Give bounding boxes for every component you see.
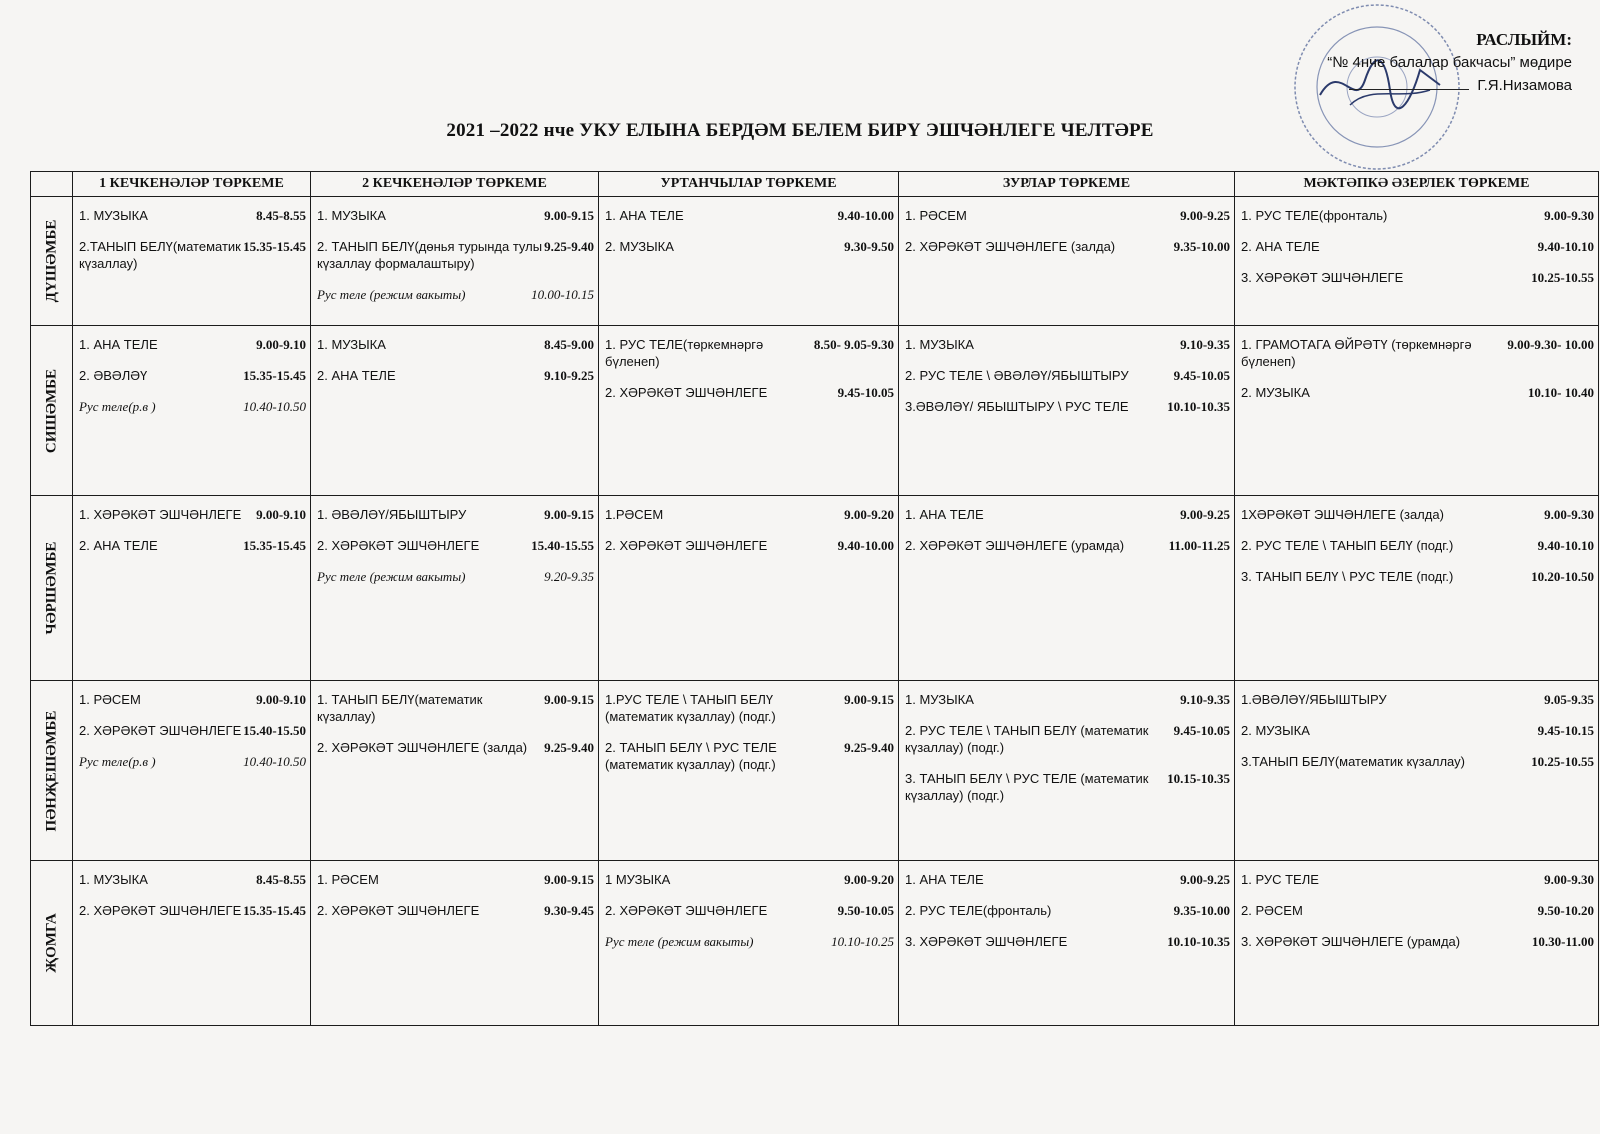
lesson-subject: 2. ХӘРӘКӘТ ЭШЧӘНЛЕГЕ (залда) [905,239,1116,254]
lesson-entry [79,753,306,770]
lesson-subject: 1.РӘСЕМ [605,507,664,522]
schedule-cell [599,326,899,496]
lesson-entry [1241,269,1594,286]
lesson-subject: 1. ГРАМОТАГА ӨЙРӘТҮ (төркемнәргә бүленеп) [1241,337,1472,369]
lesson-entry [605,691,894,725]
lesson-entry [1241,238,1594,255]
approval-name: Г.Я.Низамова [1477,77,1572,94]
lesson-subject: 2. ХӘРӘКӘТ ЭШЧӘНЛЕГЕ (урамда) [905,538,1125,553]
lesson-time: 10.10-10.35 [1167,934,1230,949]
lesson-entry [605,902,894,919]
group-header: УРТАНЧЫЛАР ТӨРКЕМЕ [599,172,899,197]
lesson-subject: 2. АНА ТЕЛЕ [79,538,158,553]
lesson-subject: 2. АНА ТЕЛЕ [1241,239,1320,254]
lesson-time: 9.00-9.25 [1180,872,1230,887]
lesson-time: 9.00-9.20 [844,507,894,522]
day-name: ЧӘРШӘМБЕ [43,541,59,635]
lesson-entry [317,238,594,272]
schedule-table [30,171,1599,1026]
lesson-subject: 1. МУЗЫКА [79,872,148,887]
lesson-time: 9.00-9.10 [256,692,306,707]
lesson-time: 10.30-11.00 [1531,934,1594,949]
lesson-time: 10.10-10.25 [831,934,894,949]
header-row [31,172,1599,197]
lesson-entry [317,506,594,523]
lesson-subject: 3. ТАНЫП БЕЛҮ \ РУС ТЕЛЕ (математик күзаллау) (подг.) [905,771,1149,803]
lesson-time: 9.25-9.40 [544,740,594,755]
lesson-subject: 3. ХӘРӘКӘТ ЭШЧӘНЛЕГЕ (урамда) [1241,934,1461,949]
lesson-entry [605,207,894,224]
lesson-entry [79,506,306,523]
schedule-cell [73,197,311,326]
lesson-time: 8.45-8.55 [256,208,306,223]
lesson-time: 9.35-10.00 [1173,903,1230,918]
lesson-time: 9.45-10.05 [837,385,894,400]
schedule-cell [1235,861,1599,1026]
lesson-time: 9.10-9.35 [1180,692,1230,707]
schedule-cell [1235,496,1599,681]
lesson-time: 15.35-15.45 [243,903,306,918]
lesson-time: 8.50- 9.05-9.30 [813,337,894,352]
day-name: СИШӘМБЕ [43,368,59,453]
schedule-cell [899,197,1235,326]
lesson-subject: Рус теле(р.в ) [79,754,156,769]
lesson-subject: 1. АНА ТЕЛЕ [905,872,984,887]
lesson-entry [317,568,594,585]
lesson-entry [317,336,594,353]
lesson-subject: 1 МУЗЫКА [605,872,671,887]
lesson-subject: 2. ХӘРӘКӘТ ЭШЧӘНЛЕГЕ [317,538,480,553]
lesson-time: 9.00-9.15 [844,692,894,707]
lesson-time: 15.40-15.50 [243,723,306,738]
lesson-subject: 1.ӘВӘЛӘҮ/ЯБЫШТЫРУ [1241,692,1387,707]
lesson-time: 9.40-10.10 [1537,239,1594,254]
lesson-subject: 3. ХӘРӘКӘТ ЭШЧӘНЛЕГЕ [1241,270,1404,285]
lesson-time: 9.00-9.15 [544,507,594,522]
lesson-time: 9.45-10.15 [1537,723,1594,738]
page-title: 2021 –2022 нче УКУ ЕЛЫНА БЕРДӘМ БЕЛЕМ БИРҮ ЭШЧӘНЛЕГЕ ЧЕЛТӘРЕ [446,120,1154,141]
lesson-entry [1241,902,1594,919]
signature-line [1349,89,1469,90]
approval-block [1327,28,1572,97]
lesson-entry [605,933,894,950]
lesson-entry [79,722,306,739]
schedule-cell [1235,681,1599,861]
schedule-cell [599,197,899,326]
lesson-entry [605,739,894,773]
lesson-time: 15.35-15.45 [243,368,306,383]
day-row [31,681,1599,861]
lesson-subject: 3.ӘВӘЛӘҮ/ ЯБЫШТЫРУ \ РУС ТЕЛЕ [905,399,1129,414]
lesson-entry [905,398,1230,415]
lesson-entry [1241,506,1594,523]
lesson-time: 9.00-9.30- 10.00 [1507,337,1594,352]
schedule-body [31,197,1599,1026]
lesson-subject: 2. РУС ТЕЛЕ \ ӘВӘЛӘҮ/ЯБЫШТЫРУ [905,368,1129,383]
lesson-subject: 1. РУС ТЕЛЕ [1241,872,1319,887]
schedule-cell [311,197,599,326]
day-row [31,861,1599,1026]
lesson-entry [905,336,1230,353]
lesson-entry [317,367,594,384]
day-cell [31,681,73,861]
lesson-subject: 1. РУС ТЕЛЕ(төркемнәргә бүленеп) [605,337,764,369]
lesson-subject: 1. ӘВӘЛӘҮ/ЯБЫШТЫРУ [317,507,467,522]
lesson-time: 9.10-9.25 [544,368,594,383]
lesson-time: 15.35-15.45 [243,538,306,553]
lesson-time: 9.00-9.10 [256,337,306,352]
lesson-subject: 1. МУЗЫКА [317,337,386,352]
group-header: ЗУРЛАР ТӨРКЕМЕ [899,172,1235,197]
day-name: ПӘНҖЕШӘМБЕ [43,710,59,831]
lesson-entry [79,902,306,919]
lesson-subject: 2. ХӘРӘКӘТ ЭШЧӘНЛЕГЕ [79,723,242,738]
lesson-entry [605,537,894,554]
lesson-time: 10.00-10.15 [531,287,594,302]
approval-heading: РАСЛЫЙМ: [1476,30,1572,49]
lesson-subject: 1ХӘРӘКӘТ ЭШЧӘНЛЕГЕ (залда) [1241,507,1444,522]
lesson-time: 9.35-10.00 [1173,239,1230,254]
lesson-subject: 2. РӘСЕМ [1241,903,1303,918]
lesson-entry [79,537,306,554]
lesson-entry [1241,753,1594,770]
lesson-entry [317,207,594,224]
lesson-time: 9.00-9.15 [544,872,594,887]
lesson-subject: 2. ӘВӘЛӘҮ [79,368,148,383]
schedule-cell [599,681,899,861]
lesson-subject: 1. МУЗЫКА [905,692,974,707]
lesson-subject: 2. РУС ТЕЛЕ(фронталь) [905,903,1052,918]
lesson-entry [905,238,1230,255]
schedule-cell [73,681,311,861]
lesson-entry [905,770,1230,804]
lesson-entry [79,871,306,888]
lesson-subject: 1. РӘСЕМ [79,692,141,707]
lesson-entry [79,207,306,224]
lesson-time: 10.10- 10.40 [1527,385,1594,400]
lesson-subject: 1. ХӘРӘКӘТ ЭШЧӘНЛЕГЕ [79,507,242,522]
day-row [31,496,1599,681]
schedule-cell [899,496,1235,681]
day-row [31,326,1599,496]
lesson-time: 9.00-9.25 [1180,208,1230,223]
lesson-time: 8.45-8.55 [256,872,306,887]
lesson-time: 9.25-9.40 [544,239,594,254]
lesson-subject: 1. АНА ТЕЛЕ [79,337,158,352]
lesson-entry [905,506,1230,523]
lesson-subject: 2. ХӘРӘКӘТ ЭШЧӘНЛЕГЕ [605,385,768,400]
day-cell [31,496,73,681]
lesson-entry [905,902,1230,919]
lesson-subject: 2. РУС ТЕЛЕ \ ТАНЫП БЕЛҮ (математик күзаллау) (подг.) [905,723,1149,755]
lesson-subject: 1. АНА ТЕЛЕ [905,507,984,522]
lesson-entry [1241,537,1594,554]
lesson-subject: 3. ТАНЫП БЕЛҮ \ РУС ТЕЛЕ (подг.) [1241,569,1454,584]
lesson-subject: 1. АНА ТЕЛЕ [605,208,684,223]
lesson-subject: 1. РӘСЕМ [905,208,967,223]
lesson-time: 9.40-10.10 [1537,538,1594,553]
lesson-time: 9.30-9.50 [844,239,894,254]
lesson-entry [905,722,1230,756]
schedule-cell [899,861,1235,1026]
lesson-subject: 1. РУС ТЕЛЕ(фронталь) [1241,208,1388,223]
lesson-subject: 3. ХӘРӘКӘТ ЭШЧӘНЛЕГЕ [905,934,1068,949]
group-header: МӘКТӘПКӘ ӘЗЕРЛЕК ТӨРКЕМЕ [1235,172,1599,197]
lesson-entry [605,871,894,888]
lesson-subject: 2. МУЗЫКА [605,239,674,254]
lesson-time: 9.00-9.15 [544,692,594,707]
lesson-time: 9.45-10.05 [1173,723,1230,738]
lesson-time: 10.25-10.55 [1531,754,1594,769]
lesson-subject: Рус теле (режим вакыты) [317,287,466,302]
day-cell [31,326,73,496]
lesson-subject: Рус теле (режим вакыты) [605,934,754,949]
lesson-subject: 2. ХӘРӘКӘТ ЭШЧӘНЛЕГЕ [605,538,768,553]
schedule-cell [1235,326,1599,496]
day-name: ДҮШӘМБЕ [43,219,59,303]
lesson-entry [605,336,894,370]
lesson-entry [1241,568,1594,585]
lesson-subject: 2.ТАНЫП БЕЛҮ(математик күзаллау) [79,239,241,271]
lesson-time: 15.40-15.55 [531,538,594,553]
lesson-subject: 2. МУЗЫКА [1241,385,1310,400]
lesson-entry [79,336,306,353]
schedule-cell [73,496,311,681]
lesson-time: 9.50-10.20 [1537,903,1594,918]
schedule-cell [311,496,599,681]
lesson-time: 9.45-10.05 [1173,368,1230,383]
schedule-cell [311,861,599,1026]
lesson-time: 9.10-9.35 [1180,337,1230,352]
lesson-time: 9.20-9.35 [544,569,594,584]
lesson-time: 10.25-10.55 [1531,270,1594,285]
lesson-entry [1241,722,1594,739]
lesson-time: 10.40-10.50 [243,754,306,769]
lesson-subject: 1.РУС ТЕЛЕ \ ТАНЫП БЕЛҮ (математик күзаллау) (подг.) [605,692,776,724]
lesson-subject: 2. МУЗЫКА [1241,723,1310,738]
lesson-entry [1241,384,1594,401]
lesson-subject: 1. МУЗЫКА [317,208,386,223]
lesson-entry [79,367,306,384]
lesson-time: 10.20-10.50 [1531,569,1594,584]
schedule-cell [599,861,899,1026]
lesson-entry [79,691,306,708]
corner-cell [31,172,73,197]
lesson-subject: 1. МУЗЫКА [79,208,148,223]
lesson-subject: 2. ХӘРӘКӘТ ЭШЧӘНЛЕГЕ [605,903,768,918]
lesson-time: 9.40-10.00 [837,208,894,223]
day-cell [31,861,73,1026]
day-cell [31,197,73,326]
lesson-time: 9.40-10.00 [837,538,894,553]
lesson-time: 9.00-9.10 [256,507,306,522]
lesson-entry [317,286,594,303]
lesson-subject: 2. ХӘРӘКӘТ ЭШЧӘНЛЕГЕ [317,903,480,918]
lesson-time: 9.05-9.35 [1544,692,1594,707]
lesson-time: 9.00-9.20 [844,872,894,887]
lesson-time: 11.00-11.25 [1168,538,1230,553]
lesson-subject: Рус теле(р.в ) [79,399,156,414]
lesson-subject: 2. ТАНЫП БЕЛҮ(дөнья турында тулы күзаллау формалаштыру) [317,239,543,271]
lesson-entry [605,506,894,523]
lesson-entry [1241,933,1594,950]
lesson-entry [317,739,594,756]
lesson-time: 9.30-9.45 [544,903,594,918]
lesson-subject: 1. РӘСЕМ [317,872,379,887]
schedule-cell [899,681,1235,861]
lesson-entry [905,933,1230,950]
lesson-subject: 2. ТАНЫП БЕЛҮ \ РУС ТЕЛЕ (математик күзаллау) (подг.) [605,740,777,772]
lesson-subject: 2. АНА ТЕЛЕ [317,368,396,383]
lesson-subject: 1. МУЗЫКА [905,337,974,352]
schedule-cell [1235,197,1599,326]
schedule-cell [599,496,899,681]
lesson-time: 10.10-10.35 [1167,399,1230,414]
group-header: 2 КЕЧКЕНӘЛӘР ТӨРКЕМЕ [311,172,599,197]
lesson-entry [79,398,306,415]
lesson-subject: 2. РУС ТЕЛЕ \ ТАНЫП БЕЛҮ (подг.) [1241,538,1454,553]
lesson-entry [317,871,594,888]
schedule-cell [311,681,599,861]
lesson-entry [905,691,1230,708]
lesson-time: 9.25-9.40 [844,740,894,755]
lesson-subject: 2. ХӘРӘКӘТ ЭШЧӘНЛЕГЕ (залда) [317,740,528,755]
lesson-entry [905,207,1230,224]
lesson-subject: 3.ТАНЫП БЕЛҮ(математик күзаллау) [1241,754,1465,769]
lesson-entry [605,384,894,401]
lesson-entry [317,691,594,725]
lesson-time: 9.00-9.30 [1544,507,1594,522]
approval-position: “№ 4нче балалар бакчасы” мөдире [1327,54,1572,71]
schedule-cell [311,326,599,496]
lesson-time: 10.40-10.50 [243,399,306,414]
schedule-cell [899,326,1235,496]
lesson-time: 9.00-9.30 [1544,208,1594,223]
lesson-entry [905,367,1230,384]
day-row [31,197,1599,326]
lesson-entry [905,871,1230,888]
lesson-time: 9.00-9.30 [1544,872,1594,887]
lesson-entry [79,238,306,272]
lesson-subject: Рус теле (режим вакыты) [317,569,466,584]
lesson-time: 10.15-10.35 [1167,771,1230,786]
lesson-entry [1241,207,1594,224]
lesson-entry [605,238,894,255]
lesson-time: 8.45-9.00 [544,337,594,352]
schedule-cell [73,326,311,496]
lesson-entry [905,537,1230,554]
schedule-cell [73,861,311,1026]
lesson-entry [317,902,594,919]
lesson-time: 15.35-15.45 [243,239,306,254]
group-header: 1 КЕЧКЕНӘЛӘР ТӨРКЕМЕ [73,172,311,197]
lesson-subject: 1. ТАНЫП БЕЛҮ(математик күзаллау) [317,692,483,724]
lesson-time: 9.50-10.05 [837,903,894,918]
lesson-entry [317,537,594,554]
lesson-time: 9.00-9.25 [1180,507,1230,522]
day-name: ҖОМГА [43,913,59,973]
lesson-entry [1241,336,1594,370]
lesson-subject: 2. ХӘРӘКӘТ ЭШЧӘНЛЕГЕ [79,903,242,918]
lesson-entry [1241,871,1594,888]
lesson-time: 9.00-9.15 [544,208,594,223]
lesson-entry [1241,691,1594,708]
